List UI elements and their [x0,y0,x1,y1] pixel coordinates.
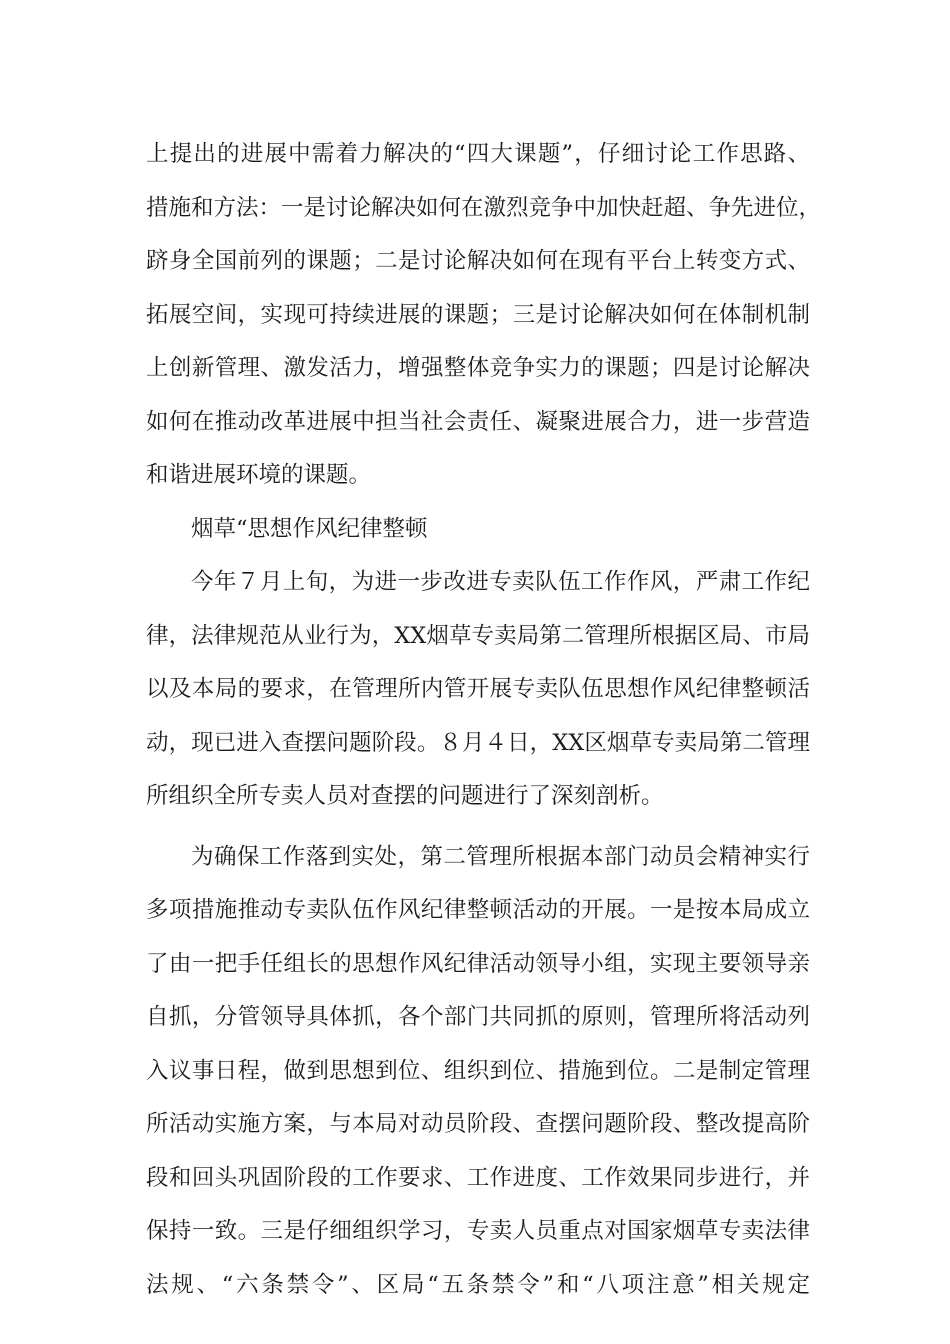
text-line: 上提出的进展中需着力解决的“四大课题”，仔细讨论工作思路、 [146,141,810,167]
text-line: 拓展空间，实现可持续进展的课题；三是讨论解决如何在体制机制 [146,301,810,328]
paragraph-spacer [146,824,810,831]
text-line: 所组织全所专卖人员对查摆的问题进行了深刻剖析。 [146,783,664,809]
text-line: 如何在推动改革进展中担当社会责任、凝聚进展合力，进一步营造 [146,408,810,435]
text-line: 今年７月上旬，为进一步改进专卖队伍工作作风，严肃工作纪 [191,569,810,595]
section-heading: 烟草“思想作风纪律整顿 [191,515,428,542]
text-line: 律，法律规范从业行为，XX烟草专卖局第二管理所根据区局、市局 [146,622,810,649]
text-line: 入议事日程，做到思想到位、组织到位、措施到位。二是制定管理 [146,1057,810,1084]
document-body [146,128,822,1312]
text-line: 所活动实施方案，与本局对动员阶段、查摆问题阶段、整改提高阶 [146,1111,810,1137]
text-line: 段和回头巩固阶段的工作要求、工作进度、工作效果同步进行，并 [146,1164,810,1191]
text-line: 保持一致。三是仔细组织学习，专卖人员重点对国家烟草专卖法律 [146,1218,810,1244]
text-line: 动，现已进入查摆问题阶段。８月４日，XX区烟草专卖局第二管理 [146,729,810,756]
text-line: 措施和方法：一是讨论解决如何在激烈竞争中加快赶超、争先进位， [146,194,822,221]
text-line: 和谐进展环境的课题。 [146,462,372,488]
text-line: 了由一把手任组长的思想作风纪律活动领导小组，实现主要领导亲 [146,950,810,977]
paragraph-rectification-intro [146,556,810,824]
paragraph-four-topics [146,128,822,503]
text-line: 以及本局的要求，在管理所内管开展专卖队伍思想作风纪律整顿活 [146,676,810,702]
paragraph-measures [146,831,810,1313]
text-line: 为确保工作落到实处，第二管理所根据本部门动员会精神实行 [191,843,810,870]
text-line: 多项措施推动专卖队伍作风纪律整顿活动的开展。一是按本局成立 [146,897,810,923]
text-line: 跻身全国前列的课题；二是讨论解决如何在现有平台上转变方式、 [146,248,810,274]
text-line: 上创新管理、激发活力，增强整体竞争实力的课题；四是讨论解决 [146,355,810,381]
text-line: 自抓，分管领导具体抓，各个部门共同抓的原则，管理所将活动列 [146,1004,810,1030]
text-line: 法规、“六条禁令”、区局“五条禁令”和“八项注意”相关规定 [146,1271,810,1298]
